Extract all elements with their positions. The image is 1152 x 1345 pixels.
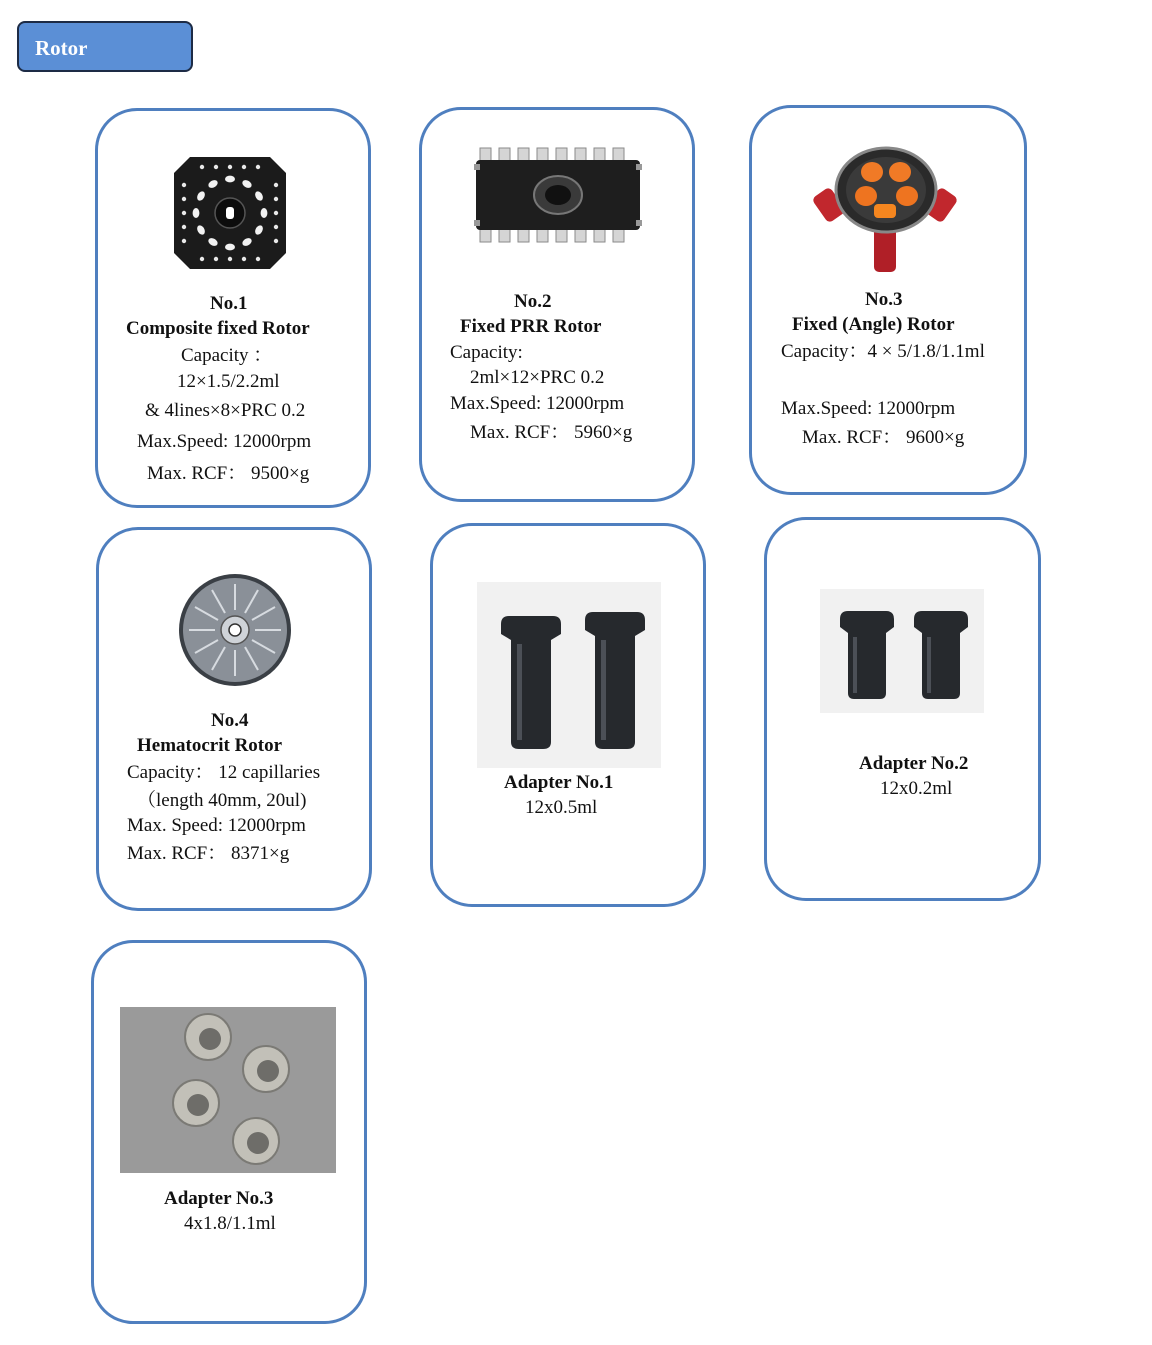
card-rotor-no2 [419,107,695,502]
spec-capacity-value-2: & 4lines×8×PRC 0.2 [145,400,306,421]
adapter-capacity: 12x0.5ml [525,797,598,818]
spec-max-rcf: Max. RCF： 9600×g [802,427,965,448]
card-rotor-no3 [749,105,1027,495]
rotor-name: Composite fixed Rotor [126,318,310,339]
spec-max-speed: Max. Speed: 12000rpm [127,815,306,836]
composite-rotor-image [172,155,288,271]
spec-capacity: Capacity： 12 capillaries [127,762,321,783]
adapter-no3-image [120,1007,336,1173]
spec-max-rcf: Max. RCF： 8371×g [127,843,290,864]
rotor-number: No.3 [865,289,903,310]
spec-capacity-value: 12×1.5/2.2ml [177,371,280,392]
rotor-number: No.2 [514,291,552,312]
adapter-no1-image [477,582,661,768]
card-adapter-no3 [91,940,367,1324]
card-adapter-no2 [764,517,1041,901]
prr-rotor-image [474,134,644,258]
rotor-name: Hematocrit Rotor [137,735,283,756]
adapter-name: Adapter No.2 [859,753,969,774]
adapter-name: Adapter No.3 [164,1188,274,1209]
adapter-capacity: 12x0.2ml [880,778,953,799]
hematocrit-rotor-image [177,572,293,688]
section-header-rotor [17,21,193,72]
card-adapter-no1 [430,523,706,907]
spec-max-speed: Max.Speed: 12000rpm [450,393,625,414]
spec-capacity-label: Capacity: [450,342,523,363]
rotor-number: No.4 [211,710,249,731]
adapter-no2-image [820,589,984,713]
spec-capacity: Capacity：4 × 5/1.8/1.1ml [781,341,985,362]
angle-rotor-image [812,138,962,278]
rotor-number: No.1 [210,293,248,314]
adapter-name: Adapter No.1 [504,772,614,793]
spec-max-rcf: Max. RCF： 5960×g [470,422,633,443]
spec-max-rcf: Max. RCF： 9500×g [147,463,310,484]
adapter-capacity: 4x1.8/1.1ml [184,1213,276,1234]
spec-max-speed: Max.Speed: 12000rpm [781,398,956,419]
spec-max-speed: Max.Speed: 12000rpm [137,431,312,452]
card-rotor-no4 [96,527,372,911]
spec-capacity-label: Capacity ： [181,345,273,366]
card-rotor-no1 [95,108,371,508]
rotor-name: Fixed (Angle) Rotor [792,314,955,335]
rotor-name: Fixed PRR Rotor [460,316,602,337]
spec-capacity-detail: （length 40mm, 20ul) [137,790,307,811]
spec-capacity-value: 2ml×12×PRC 0.2 [470,367,605,388]
section-title: Rotor [35,36,88,60]
